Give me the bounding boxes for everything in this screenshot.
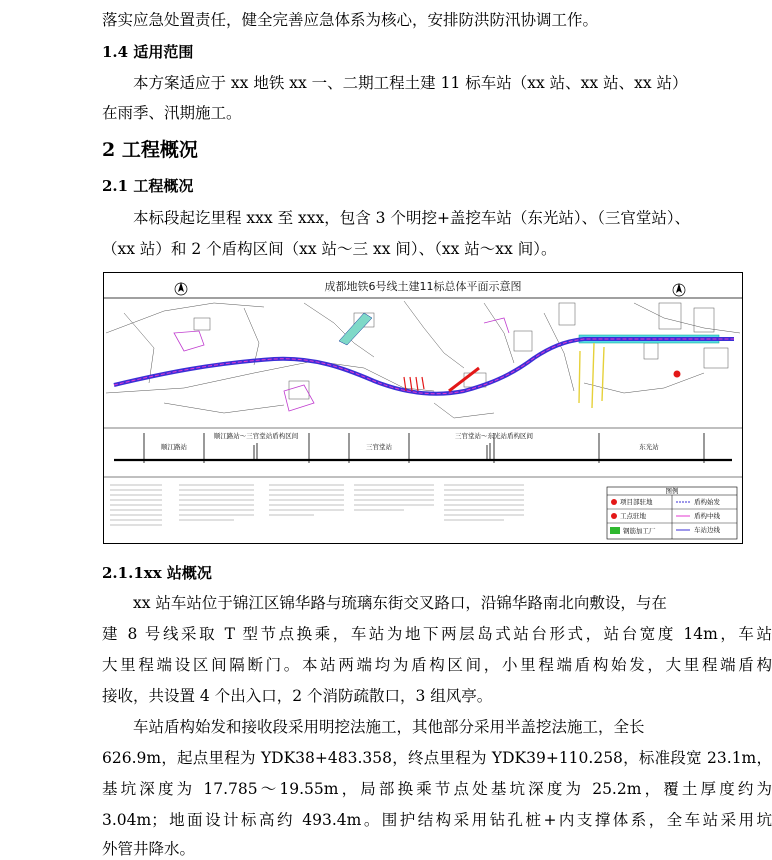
- interval-label: 顺江路站～三官堂站盾构区间: [213, 432, 299, 440]
- interval-label: 三官堂站～东光站盾构区间: [455, 432, 533, 440]
- text-line: 本标段起讫里程 xxx 至 xxx，包含 3 个明挖+盖挖车站（东光站）、（三官堂站）、: [133, 209, 691, 227]
- route-yellow: [579, 343, 604, 408]
- legend-title: 图例: [665, 487, 679, 495]
- text-line: xx 站车站位于锦江区锦华路与琉璃东街交叉路口，沿锦华路南北向敷设，与在: [133, 594, 667, 612]
- text-line: 在雨季、汛期施工。: [102, 104, 242, 122]
- text-line: 本方案适应于 xx 地铁 xx 一、二期工程土建 11 标车站（xx 站、xx 站、xx 站）: [133, 74, 688, 92]
- station-label: 东光站: [639, 443, 659, 451]
- station-label: 三官堂站: [366, 443, 392, 451]
- text-line: 落实应急处置责任，健全完善应急体系为核心，安排防洪防汛协调工作。: [102, 11, 599, 29]
- legend-item: 盾构中线: [694, 512, 720, 520]
- text-line: 建 8 号线采取 T 型节点换乘，车站为地下两层岛式站台形式，站台宽度 14m，车站: [102, 625, 772, 643]
- text-line: 626.9m，起点里程为 YDK38+483.358，终点里程为 YDK39+110.258，标准段宽 23.1m，: [102, 749, 772, 767]
- work-site-icon: [611, 513, 617, 519]
- text-line: （xx 站）和 2 个盾构区间（xx 站～三 xx 间）、（xx 站～xx 间）。: [102, 240, 557, 258]
- notes-block: [110, 485, 524, 525]
- text-line: 接收，共设置 4 个出入口，2 个消防疏散口，3 组风亭。: [102, 687, 493, 705]
- map-streets: [106, 301, 740, 418]
- river-channel: [339, 313, 372, 345]
- legend-item: 钢筋加工厂: [623, 527, 656, 535]
- project-office-icon: [611, 499, 617, 505]
- heading-2-1: 2.1 工程概况: [102, 177, 194, 195]
- text-line: 3.04m；地面设计标高约 493.4m。围护结构采用钻孔桩+内支撑体系，全车站采用坑: [102, 811, 772, 829]
- map-svg: [104, 273, 742, 543]
- legend-item: 项目部驻地: [620, 498, 653, 506]
- station-label: 顺江路站: [161, 443, 187, 451]
- text-line: 基坑深度为 17.785～19.55m，局部换乘节点处基坑深度为 25.2m，覆土厚度约为: [102, 780, 772, 798]
- heading-2-1-1: 2.1.1xx 站概况: [102, 564, 212, 582]
- rebar-yard-icon: [610, 527, 620, 534]
- legend-item: 车站边线: [694, 526, 720, 534]
- legend-item: 工点驻地: [620, 512, 646, 520]
- north-arrow-icon: [673, 283, 685, 296]
- legend: [607, 486, 737, 539]
- text-line: 大里程端设区间隔断门。本站两端均为盾构区间，小里程端盾构始发，大里程端盾构: [102, 656, 772, 674]
- legend-item: 盾构始发: [694, 498, 720, 506]
- site-marker-icon: [674, 371, 681, 378]
- text-line: 车站盾构始发和接收段采用明挖法施工，其他部分采用半盖挖法施工，全长: [133, 718, 645, 736]
- text-line: 外管井降水。: [102, 840, 196, 858]
- north-arrow-icon: [175, 282, 187, 295]
- heading-1-4: 1.4 适用范围: [102, 43, 194, 61]
- figure-title: 成都地铁6号线土建11标总体平面示意图: [324, 280, 522, 293]
- heading-2: 2 工程概况: [102, 139, 198, 161]
- map-figure: [103, 272, 743, 544]
